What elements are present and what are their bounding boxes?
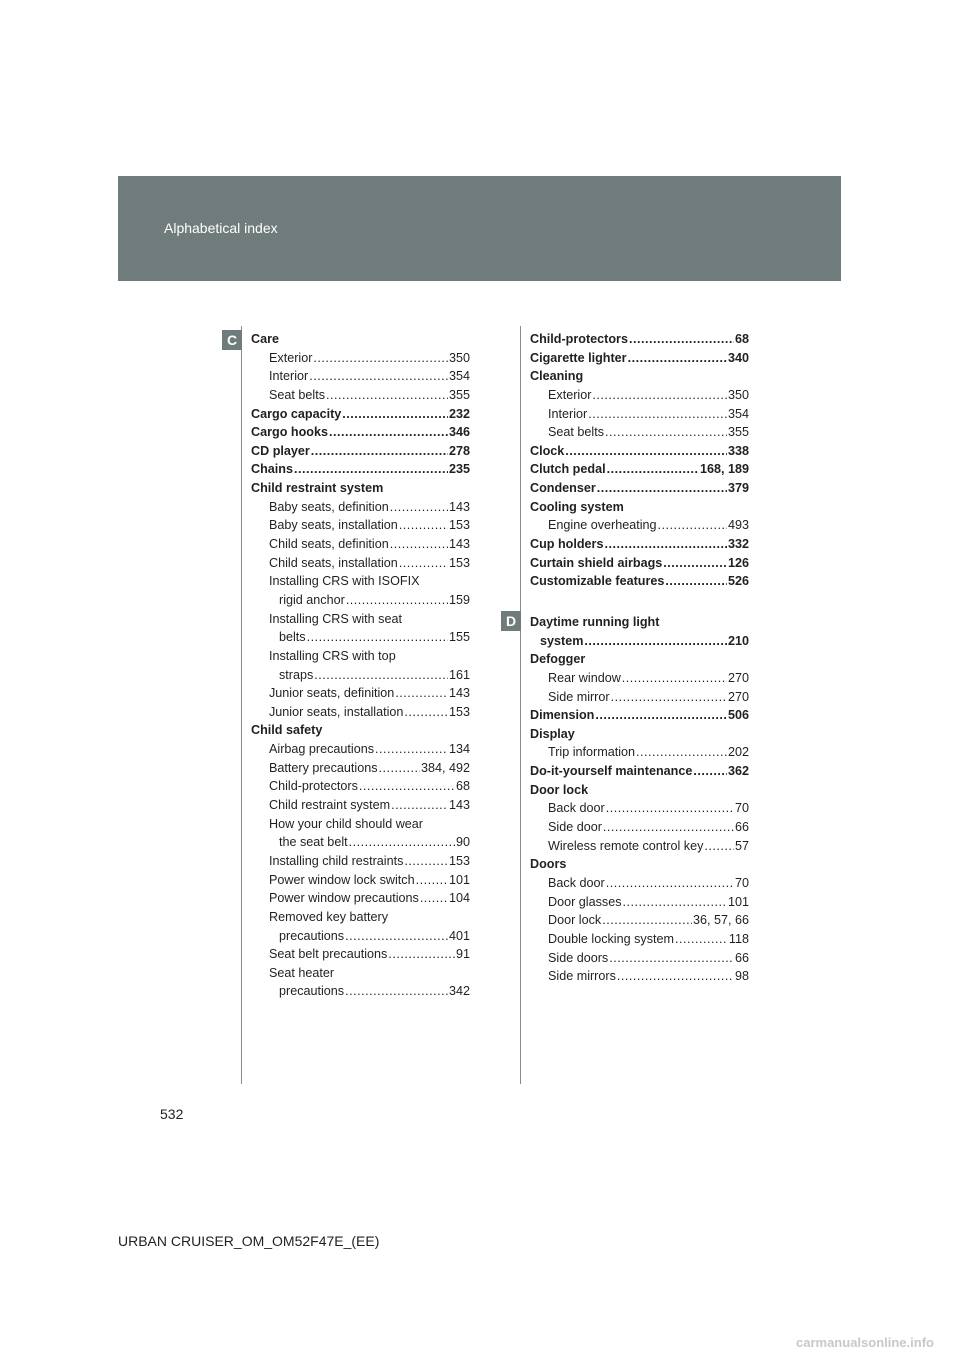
index-entry-label: Junior seats, definition	[269, 686, 395, 701]
index-entry	[251, 817, 470, 836]
leader-dots	[603, 820, 734, 834]
index-entry	[251, 518, 470, 537]
index-entry-page: 143	[448, 537, 470, 552]
index-entry-label: Exterior	[269, 350, 313, 365]
leader-dots	[326, 388, 448, 402]
leader-dots	[605, 425, 727, 439]
index-entry-page: 168, 189	[699, 462, 749, 477]
index-entry-page: 350	[448, 350, 470, 365]
index-entry	[251, 351, 470, 370]
leader-dots	[342, 407, 448, 421]
leader-dots	[592, 388, 727, 402]
index-entry	[251, 761, 470, 780]
index-entry	[530, 444, 749, 463]
index-entry	[530, 764, 749, 783]
index-entry	[251, 481, 470, 500]
index-entry-page: 161	[448, 667, 470, 682]
index-entry	[251, 984, 470, 1003]
index-entry	[251, 798, 470, 817]
index-entry-page: 270	[727, 689, 749, 704]
index-entry-page: 332	[727, 537, 749, 552]
index-entry-page: 401	[448, 928, 470, 943]
leader-dots	[602, 913, 692, 927]
index-entry-page: 338	[727, 443, 749, 458]
section-letter-d: D	[501, 611, 521, 631]
index-entry	[530, 425, 749, 444]
index-entry-label: Seat belt precautions	[269, 947, 388, 962]
section-letter-c: C	[222, 330, 242, 350]
index-entry	[530, 332, 749, 351]
index-entry	[530, 913, 749, 932]
index-entry-page: 493	[727, 518, 749, 533]
index-entry-page: 155	[448, 630, 470, 645]
index-entry-label: Doors	[530, 857, 567, 872]
index-entry-label: Installing CRS with ISOFIX	[269, 574, 420, 589]
index-entry	[530, 671, 749, 690]
index-entry-label: Side doors	[548, 950, 609, 965]
index-entry-label: Cargo capacity	[251, 406, 342, 421]
leader-dots	[597, 481, 727, 495]
index-entry-page: 153	[448, 704, 470, 719]
index-entry-page: 66	[734, 820, 749, 835]
watermark: carmanualsonline.info	[796, 1335, 934, 1350]
index-entry-label: Installing child restraints	[269, 853, 404, 868]
index-entry	[251, 407, 470, 426]
index-entry	[530, 462, 749, 481]
index-entry-label: precautions	[279, 928, 345, 943]
index-entry	[530, 727, 749, 746]
index-entry-page: 70	[734, 875, 749, 890]
index-entry-page: 36, 57, 66	[692, 913, 749, 928]
index-entry-page: 159	[448, 592, 470, 607]
leader-dots	[606, 876, 734, 890]
index-entry	[251, 929, 470, 948]
index-entry	[530, 369, 749, 388]
index-entry	[530, 969, 749, 988]
index-entry	[530, 615, 749, 634]
index-entry-label: Battery precautions	[269, 760, 378, 775]
leader-dots	[588, 407, 727, 421]
index-entry-label: Installing CRS with seat	[269, 611, 402, 626]
index-entry-label: Curtain shield airbags	[530, 555, 663, 570]
index-entry-page: 153	[448, 555, 470, 570]
leader-dots	[595, 708, 727, 722]
index-entry-label: Do-it-yourself maintenance	[530, 764, 693, 779]
leader-dots	[314, 668, 448, 682]
leader-dots	[307, 630, 448, 644]
index-entry-label: CD player	[251, 443, 310, 458]
index-entry	[530, 481, 749, 500]
index-entry-label: Double locking system	[548, 931, 674, 946]
leader-dots	[390, 500, 448, 514]
index-entry-label: How your child should wear	[269, 816, 423, 831]
index-entry-label: Baby seats, definition	[269, 499, 389, 514]
index-entry-label: Wireless remote control key	[548, 838, 704, 853]
leader-dots	[611, 690, 727, 704]
index-entry-page: 98	[734, 969, 749, 984]
index-entry	[530, 518, 749, 537]
page-number: 532	[160, 1106, 184, 1122]
index-entry	[251, 835, 470, 854]
index-entry	[251, 854, 470, 873]
leader-dots	[622, 671, 727, 685]
index-entry-label: Side door	[548, 820, 602, 835]
index-entry-page: 91	[455, 947, 470, 962]
column-divider-right	[520, 326, 521, 1084]
index-entry-label: Door glasses	[548, 894, 622, 909]
index-entry-label: Airbag precautions	[269, 742, 375, 757]
index-entry-page: 126	[727, 555, 749, 570]
leader-dots	[675, 932, 728, 946]
index-entry	[530, 895, 749, 914]
index-entry-label: rigid anchor	[279, 592, 345, 607]
index-entry	[251, 574, 470, 593]
index-entry-label: Seat belts	[269, 387, 326, 402]
index-entry-label: straps	[279, 667, 314, 682]
index-entry	[251, 966, 470, 985]
index-entry	[530, 537, 749, 556]
page-header	[118, 176, 841, 281]
index-entry-label: Child-protectors	[530, 332, 628, 346]
index-entry-page: 202	[727, 745, 749, 760]
index-entry-label: Child seats, installation	[269, 555, 398, 570]
index-entry	[530, 951, 749, 970]
index-entry	[530, 876, 749, 895]
index-entry-label: the seat belt	[279, 835, 348, 850]
index-entry	[251, 649, 470, 668]
index-entry-label: Baby seats, installation	[269, 518, 398, 533]
index-entry-page: 506	[727, 708, 749, 723]
index-entry	[530, 556, 749, 575]
index-entry-label: Door lock	[548, 913, 602, 928]
index-entry	[251, 910, 470, 929]
leader-dots	[349, 835, 455, 849]
index-entry-label: Side mirrors	[548, 969, 616, 984]
index-entry-page: 101	[448, 872, 470, 887]
index-entry	[530, 574, 749, 593]
leader-dots	[388, 947, 455, 961]
index-entry	[251, 723, 470, 742]
index-entry	[530, 634, 749, 653]
leader-dots	[391, 798, 448, 812]
index-entry-page: 342	[448, 984, 470, 999]
index-entry-label: Interior	[548, 406, 588, 421]
index-entry-label: Child-protectors	[269, 779, 358, 794]
index-entry	[251, 947, 470, 966]
index-entry-label: Child restraint system	[269, 798, 391, 813]
index-entry-page: 355	[448, 387, 470, 402]
index-entry-label: Cup holders	[530, 537, 604, 552]
leader-dots	[584, 634, 727, 648]
index-entry-page: 118	[728, 931, 749, 946]
leader-dots	[609, 951, 734, 965]
index-entry-label: Child safety	[251, 723, 323, 738]
index-entry-page: 70	[734, 801, 749, 816]
index-entry	[251, 873, 470, 892]
leader-dots	[658, 518, 727, 532]
index-entry	[530, 745, 749, 764]
index-entry-label: Dimension	[530, 708, 595, 723]
index-entry	[530, 708, 749, 727]
index-entry	[251, 388, 470, 407]
index-entry-label: Back door	[548, 875, 605, 890]
leader-dots	[390, 537, 448, 551]
leader-dots	[294, 462, 448, 476]
index-entry	[251, 668, 470, 687]
leader-dots	[607, 462, 699, 476]
index-entry	[530, 820, 749, 839]
index-entry-label: Door lock	[530, 782, 589, 797]
index-entry-page: 143	[448, 798, 470, 813]
leader-dots	[311, 444, 448, 458]
index-entry-label: Power window precautions	[269, 891, 419, 906]
index-entry-page: 57	[734, 838, 749, 853]
index-entry-page: 153	[448, 518, 470, 533]
leader-dots	[629, 332, 734, 346]
leader-dots	[628, 351, 727, 365]
leader-dots	[329, 425, 448, 439]
index-entry	[530, 857, 749, 876]
index-entry	[251, 444, 470, 463]
index-entry-page: 346	[448, 425, 470, 440]
index-entry-label: belts	[279, 630, 306, 645]
footer-doc-id: URBAN CRUISER_OM_OM52F47E_(EE)	[118, 1233, 380, 1249]
index-entry-page: 143	[448, 499, 470, 514]
leader-dots	[636, 745, 727, 759]
leader-dots	[399, 518, 448, 532]
index-entry-label: Clock	[530, 443, 565, 458]
leader-dots	[359, 779, 455, 793]
leader-dots	[604, 537, 727, 551]
leader-dots	[404, 854, 448, 868]
index-entry-label: Seat heater	[269, 965, 335, 980]
index-entry	[251, 630, 470, 649]
index-entry	[251, 742, 470, 761]
index-entry	[530, 839, 749, 858]
index-entry-page: 354	[727, 406, 749, 421]
leader-dots	[617, 969, 734, 983]
index-entry-label: Back door	[548, 801, 605, 816]
index-entry-label: Trip information	[548, 745, 636, 760]
index-entry-page: 278	[448, 443, 470, 458]
leader-dots	[346, 593, 448, 607]
index-entry-label: Rear window	[548, 670, 621, 685]
index-entry-label: Power window lock switch	[269, 872, 415, 887]
index-entry-label: Child restraint system	[251, 481, 384, 496]
index-entry-page: 104	[448, 891, 470, 906]
index-entry-page: 379	[727, 481, 749, 496]
leader-dots	[565, 444, 727, 458]
leader-dots	[309, 369, 448, 383]
index-entry	[251, 332, 470, 351]
index-column-left	[251, 332, 470, 1003]
index-entry-label: Cargo hooks	[251, 425, 328, 440]
index-entry	[530, 652, 749, 671]
index-entry	[251, 462, 470, 481]
leader-dots	[663, 556, 727, 570]
index-entry-page: 340	[727, 350, 749, 365]
index-entry-label: Side mirror	[548, 689, 610, 704]
index-entry	[530, 801, 749, 820]
index-entry-label: Condenser	[530, 481, 596, 496]
index-column-right	[530, 332, 749, 988]
index-entry-label: Seat belts	[548, 425, 605, 440]
leader-dots	[693, 764, 727, 778]
header-title: Alphabetical index	[164, 220, 278, 236]
index-entry	[530, 351, 749, 370]
index-entry	[251, 779, 470, 798]
leader-dots	[345, 984, 448, 998]
index-entry	[251, 686, 470, 705]
leader-dots	[395, 686, 448, 700]
section-gap	[530, 593, 749, 615]
index-entry-label: Installing CRS with top	[269, 648, 396, 663]
leader-dots	[399, 556, 448, 570]
index-entry-page: 68	[734, 332, 749, 346]
index-entry-page: 355	[727, 425, 749, 440]
leader-dots	[420, 891, 448, 905]
index-entry-label: Interior	[269, 369, 309, 384]
index-entry	[251, 425, 470, 444]
leader-dots	[665, 574, 727, 588]
index-entry-page: 101	[727, 894, 749, 909]
index-entry-label: Exterior	[548, 387, 592, 402]
index-entry-page: 134	[448, 742, 470, 757]
index-entry	[530, 388, 749, 407]
index-entry-label: Junior seats, installation	[269, 704, 404, 719]
index-entry-label: Cigarette lighter	[530, 350, 627, 365]
index-entry-label: system	[540, 633, 584, 648]
leader-dots	[379, 761, 420, 775]
index-entry-page: 232	[448, 406, 470, 421]
index-entry-label: Chains	[251, 462, 293, 477]
index-entry-page: 354	[448, 369, 470, 384]
index-entry	[251, 500, 470, 519]
index-entry-page: 66	[734, 950, 749, 965]
leader-dots	[345, 929, 448, 943]
index-entry-label: Defogger	[530, 652, 586, 667]
index-entry-label: Display	[530, 726, 575, 741]
index-entry-label: Removed key battery	[269, 909, 388, 924]
leader-dots	[416, 873, 448, 887]
index-entry	[530, 407, 749, 426]
leader-dots	[623, 895, 727, 909]
leader-dots	[313, 351, 448, 365]
index-entry-label: Daytime running light	[530, 614, 660, 629]
index-entry-page: 153	[448, 853, 470, 868]
leader-dots	[375, 742, 448, 756]
leader-dots	[606, 801, 734, 815]
index-entry-label: Child seats, definition	[269, 537, 389, 552]
column-divider-left	[241, 326, 242, 1084]
index-entry	[251, 891, 470, 910]
index-entry	[530, 690, 749, 709]
index-entry	[530, 783, 749, 802]
index-entry-page: 68	[455, 779, 470, 794]
index-entry-page: 350	[727, 387, 749, 402]
index-entry-label: Customizable features	[530, 574, 665, 589]
index-entry	[251, 556, 470, 575]
index-entry-label: Clutch pedal	[530, 462, 606, 477]
index-entry	[251, 369, 470, 388]
index-entry	[251, 612, 470, 631]
leader-dots	[404, 705, 448, 719]
index-entry-page: 362	[727, 764, 749, 779]
index-entry-label: precautions	[279, 984, 345, 999]
index-entry	[251, 593, 470, 612]
index-entry-label: Cleaning	[530, 369, 584, 384]
index-entry-page: 526	[727, 574, 749, 589]
index-entry-label: Engine overheating	[548, 518, 657, 533]
index-entry-page: 270	[727, 670, 749, 685]
index-entry	[251, 705, 470, 724]
index-entry-page: 384, 492	[420, 760, 470, 775]
index-entry-label: Care	[251, 332, 280, 346]
index-entry-label: Cooling system	[530, 499, 624, 514]
index-entry-page: 235	[448, 462, 470, 477]
index-entry	[530, 500, 749, 519]
index-entry-page: 90	[455, 835, 470, 850]
index-entry	[251, 537, 470, 556]
leader-dots	[704, 839, 734, 853]
index-entry-page: 143	[448, 686, 470, 701]
index-entry	[530, 932, 749, 951]
index-entry-page: 210	[727, 633, 749, 648]
